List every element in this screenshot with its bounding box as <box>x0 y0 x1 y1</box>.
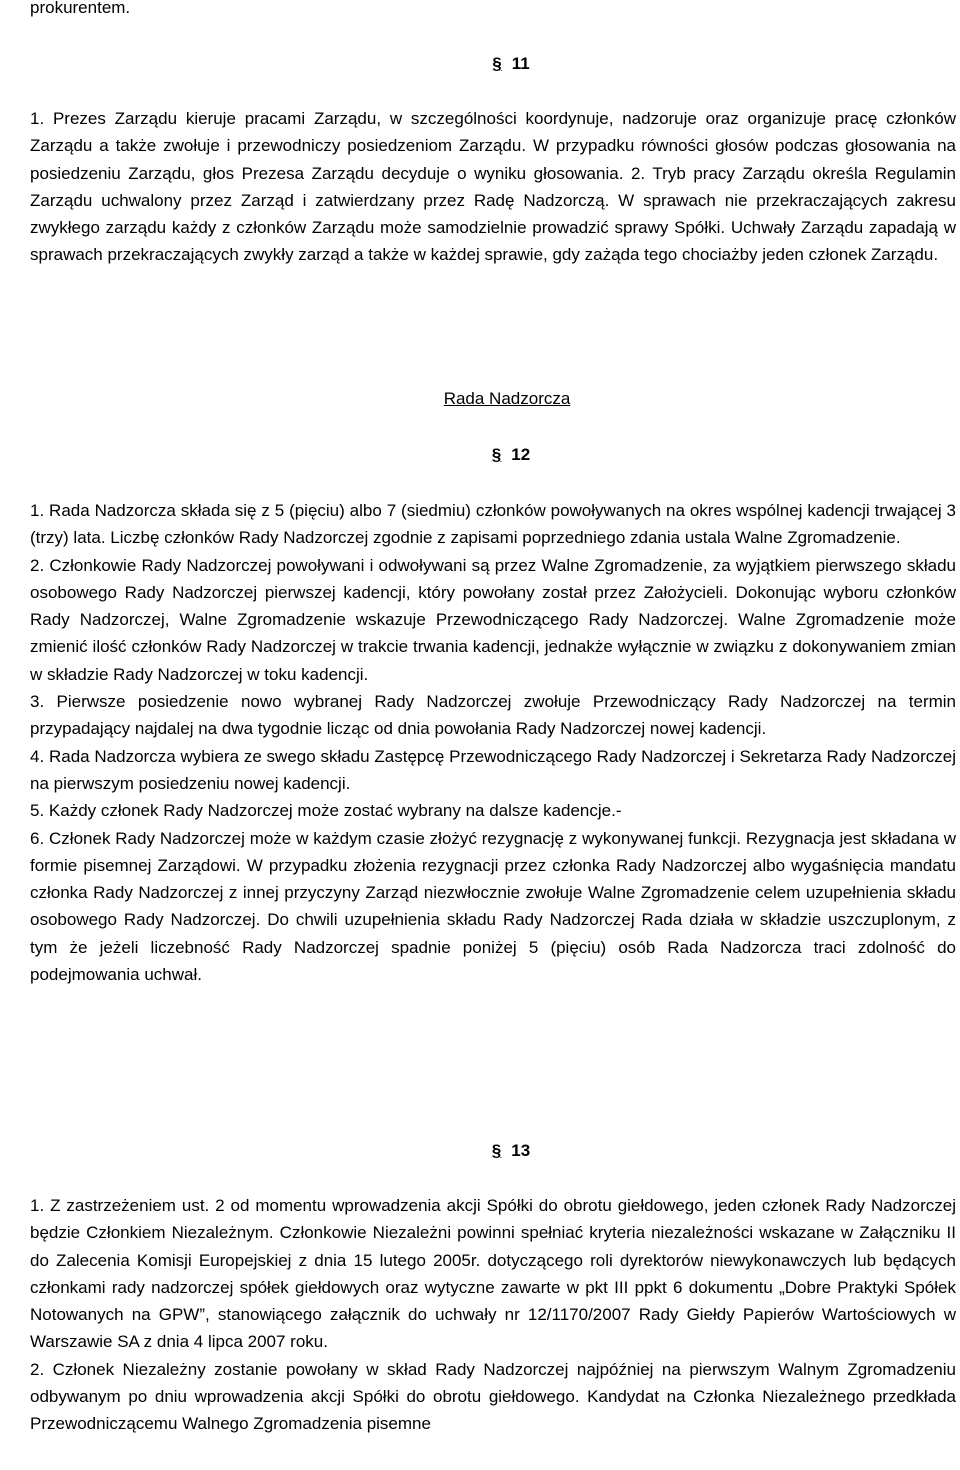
section-sign: § <box>492 54 502 73</box>
section-heading-12 <box>30 441 956 468</box>
section-number: 13 <box>511 1141 531 1160</box>
list-item: 5. Każdy członek Rady Nadzorczej może zostać wybrany na dalsze kadencje.- <box>30 801 622 821</box>
list-item: 2. Członkowie Rady Nadzorczej powoływani i odwoływani są przez Walne Zgromadzenie, za wyjątkiem pierwszego składu osobowego Rady Nadzorczej pierwszej kadencji, który powołany został przez Założycieli. Dokonując wyboru członków Rady Nadzorczej, Walne Zgromadzenie wskazuje Przewodniczącego Rady Nadzorczej. Walne Zgromadzenie może zmienić ilość członków Rady Nadzorczej w trakcie trwania kadencji, jednakże wyłącznie w związku z dokonywaniem zmian w składzie Rady Nadzorczej w toku kadencji. <box>30 555 956 684</box>
list-item: 1. Rada Nadzorcza składa się z 5 (pięciu) albo 7 (siedmiu) członków powoływanych na okres wspólnej kadencji trwającej 3 (trzy) lata. Liczbę członków Rady Nadzorczej zgodnie z zapisami poprzedniego zdania ustala Walne Zgromadzenie. <box>30 501 956 548</box>
section-number: 12 <box>511 445 531 464</box>
list-item: 6. Członek Rady Nadzorczej może w każdym czasie złożyć rezygnację z wykonywanej funkcji. Rezygnacja jest składana w formie pisemnej Zarządowi. W przypadku złożenia rezygnacji przez członka Rady Nadzorczej albo wygaśnięcia mandatu członka Rady Nadzorczej z innej przyczyny Zarząd niezwłocznie zwołuje Walne Zgromadzenie celem uzupełnienia składu osobowego Rady Nadzorczej. Do chwili uzupełnienia składu Rady Nadzorczej Rada działa w składzie uszczuplonym, z tym że jeżeli liczebność Rady Nadzorczej spadnie poniżej 5 (pięciu) osób Rada Nadzorcza traci zdolność do podejmowania uchwał. <box>30 828 956 985</box>
list-item: 1. Z zastrzeżeniem ust. 2 od momentu wprowadzenia akcji Spółki do obrotu giełdowego, jeden członek Rady Nadzorczej będzie Członkiem Niezależnym. Członkowie Niezależni powinni spełniać kryteria niezależności wskazane w Załączniku II do Zalecenia Komisji Europejskiej z dnia 15 lutego 2005r. dotyczącego roli dyrektorów niewykonawczych lub będących członkami rady nadzorczej spółek giełdowych oraz wytyczne zawarte w pkt III ppkt 6 dokumentu „Dobre Praktyki Spółek Notowanych na GPW”, stanowiącego załącznik do uchwały nr 12/1170/2007 Rady Giełdy Papierów Wartościowych w Warszawie SA z dnia 4 lipca 2007 roku. <box>30 1196 956 1352</box>
chapter-title-block <box>30 385 956 412</box>
section-12-body <box>30 497 956 988</box>
section-12 <box>30 441 956 468</box>
section-11-paragraph: 1. Prezes Zarządu kieruje pracami Zarządu, w szczególności koordynuje, nadzoruje oraz organizuje pracę członków Zarządu a także zwołuje i przewodniczy posiedzeniom Zarządu. W przypadku równości głosów podczas głosowania na posiedzeniu Zarządu, głos Prezesa Zarządu decyduje o wyniku głosowania. 2. Tryb pracy Zarządu określa Regulamin Zarządu uchwalony przez Zarząd i zatwierdzany przez Radę Nadzorczą. W sprawach nie przekraczających zakresu zwykłego zarządu każdy z członków Zarządu może samodzielnie prowadzić sprawy Spółki. Uchwały Zarządu zapadają w sprawach przekraczających zwykły zarząd a także w każdej sprawie, gdy zażąda tego chociażby jeden członek Zarządu. <box>30 109 956 265</box>
section-heading-13 <box>30 1137 956 1164</box>
section-11 <box>30 50 956 77</box>
section-13-body <box>30 1192 956 1438</box>
list-item: 3. Pierwsze posiedzenie nowo wybranej Rady Nadzorczej zwołuje Przewodniczący Rady Nadzorczej na termin przypadający najdalej na dwa tygodnie licząc od dnia powołania Rady Nadzorczej nowej kadencji. <box>30 692 956 739</box>
section-11-body <box>30 105 956 269</box>
list-item: 4. Rada Nadzorcza wybiera ze swego składu Zastępcę Przewodniczącego Rady Nadzorczej i Sekretarza Rady Nadzorczej na pierwszym posiedzeniu nowej kadencji. <box>30 746 956 793</box>
list-item: 2. Członek Niezależny zostanie powołany w skład Rady Nadzorczej najpóźniej na pierwszym Walnym Zgromadzeniu odbywanym po dniu wprowadzenia akcji Spółki do obrotu giełdowego. Kandydat na Członka Niezależnego przedkłada Przewodniczącemu Walnego Zgromadzenia pisemne <box>30 1359 956 1434</box>
section-heading-11 <box>30 50 956 77</box>
chapter-title: Rada Nadzorcza <box>443 389 571 408</box>
section-sign: § <box>491 445 502 464</box>
top-fragment: prokurentem. <box>30 0 131 17</box>
section-sign: § <box>491 1141 502 1160</box>
section-number: 11 <box>511 54 530 73</box>
section-13 <box>30 1137 956 1164</box>
